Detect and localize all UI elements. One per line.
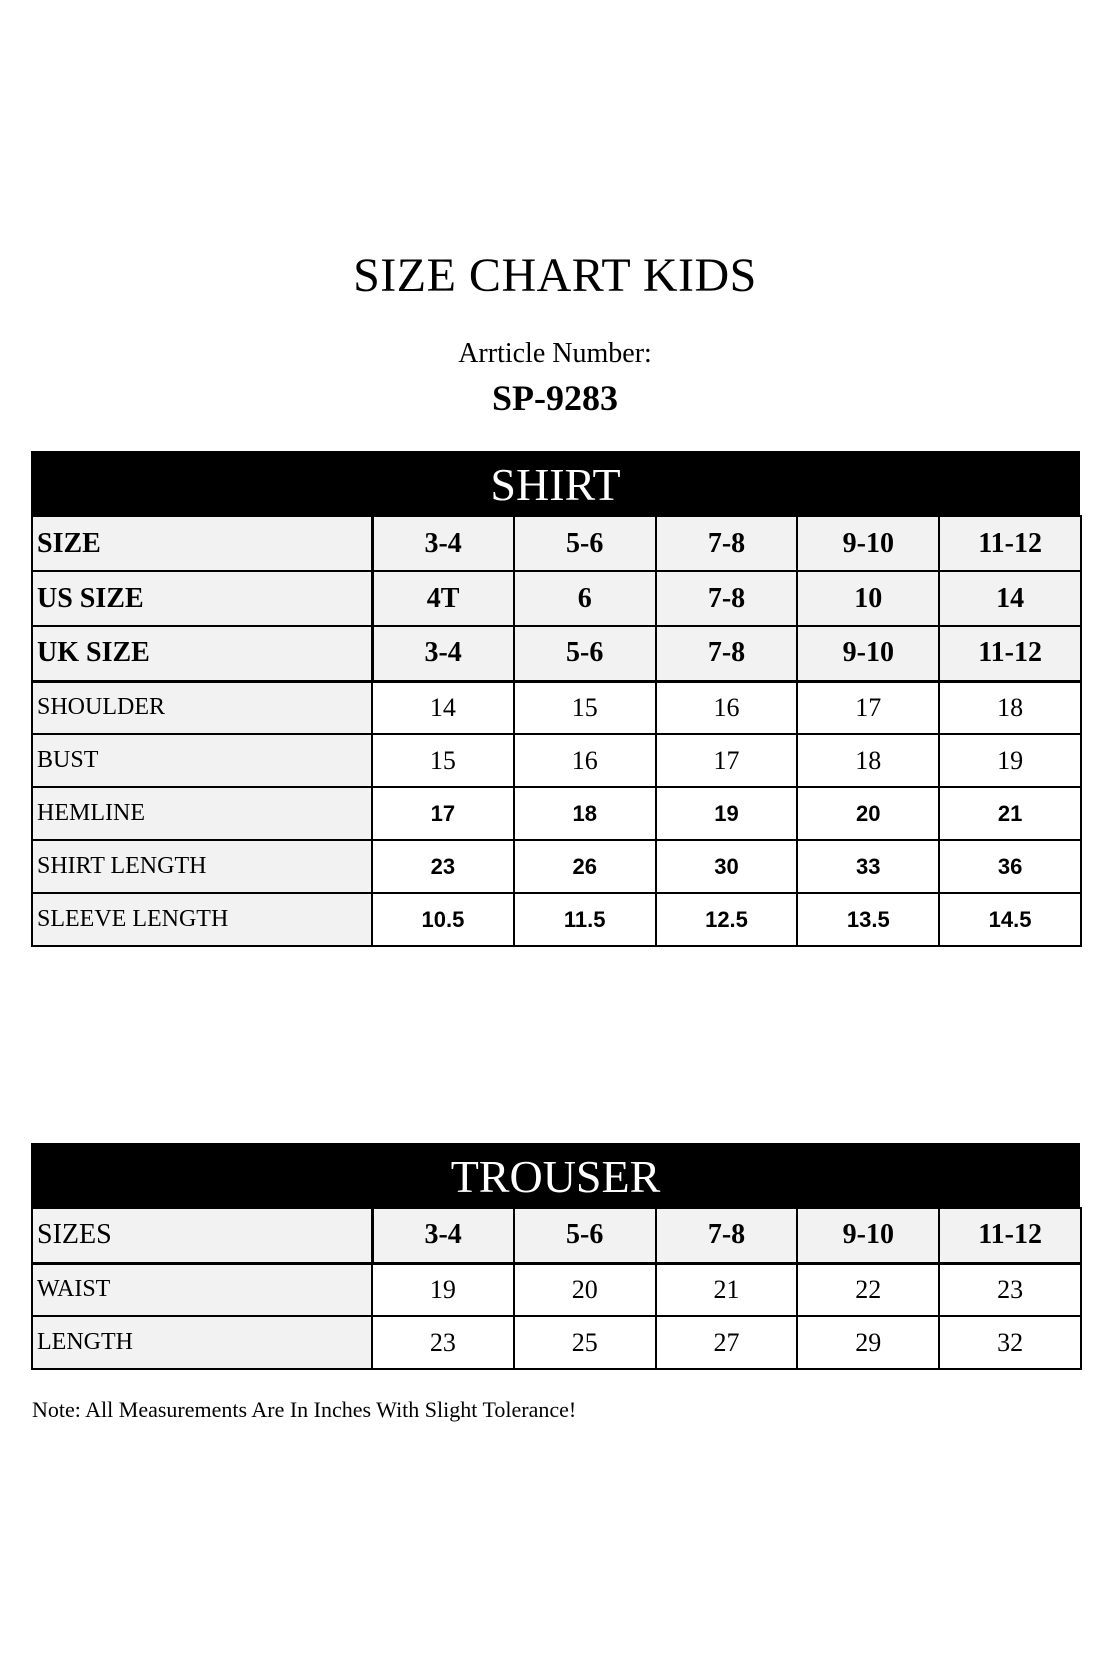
table-row	[32, 1208, 1081, 1263]
table-cell: 16	[656, 681, 798, 734]
row-label: UK SIZE	[32, 626, 372, 681]
table-cell: 26	[514, 840, 656, 893]
measurement-note: Note: All Measurements Are In Inches With Slight Tolerance!	[32, 1397, 577, 1422]
table-cell: 30	[656, 840, 798, 893]
table-cell: 7-8	[656, 516, 798, 571]
table-cell: 17	[372, 787, 514, 840]
table-cell: 3-4	[372, 1208, 514, 1263]
row-label: SHIRT LENGTH	[32, 840, 372, 893]
table-cell: 17	[797, 681, 939, 734]
row-label: SIZE	[32, 516, 372, 571]
shirt-size-table	[31, 451, 1080, 947]
table-cell: 9-10	[797, 1208, 939, 1263]
table-row	[32, 626, 1081, 681]
table-cell: 36	[939, 840, 1081, 893]
table-row	[32, 681, 1081, 734]
table-cell: 5-6	[514, 1208, 656, 1263]
table-cell: 13.5	[797, 893, 939, 946]
trouser-table	[31, 1207, 1082, 1370]
table-cell: 15	[372, 734, 514, 787]
table-cell: 7-8	[656, 626, 798, 681]
table-cell: 5-6	[514, 516, 656, 571]
trouser-heading: TROUSER	[31, 1143, 1080, 1207]
table-cell: 22	[797, 1263, 939, 1316]
table-cell: 4T	[372, 571, 514, 626]
table-cell: 14	[372, 681, 514, 734]
table-cell: 3-4	[372, 516, 514, 571]
table-row	[32, 787, 1081, 840]
table-cell: 11-12	[939, 516, 1081, 571]
table-cell: 9-10	[797, 516, 939, 571]
table-row	[32, 1316, 1081, 1369]
table-cell: 5-6	[514, 626, 656, 681]
table-row	[32, 893, 1081, 946]
row-label: SHOULDER	[32, 681, 372, 734]
table-cell: 29	[797, 1316, 939, 1369]
row-label: HEMLINE	[32, 787, 372, 840]
table-row	[32, 1263, 1081, 1316]
table-cell: 23	[372, 840, 514, 893]
table-cell: 23	[372, 1316, 514, 1369]
table-cell: 11-12	[939, 626, 1081, 681]
table-cell: 16	[514, 734, 656, 787]
table-cell: 27	[656, 1316, 798, 1369]
table-cell: 11.5	[514, 893, 656, 946]
table-cell: 23	[939, 1263, 1081, 1316]
table-row	[32, 516, 1081, 571]
table-cell: 7-8	[656, 1208, 798, 1263]
table-cell: 21	[656, 1263, 798, 1316]
table-row	[32, 840, 1081, 893]
table-cell: 3-4	[372, 626, 514, 681]
row-label: LENGTH	[32, 1316, 372, 1369]
row-label: US SIZE	[32, 571, 372, 626]
shirt-heading: SHIRT	[31, 451, 1080, 515]
table-cell: 21	[939, 787, 1081, 840]
table-cell: 10	[797, 571, 939, 626]
table-cell: 14	[939, 571, 1081, 626]
table-cell: 14.5	[939, 893, 1081, 946]
row-label: SIZES	[32, 1208, 372, 1263]
trouser-size-table	[31, 1143, 1080, 1370]
table-cell: 6	[514, 571, 656, 626]
article-number: SP-9283	[492, 378, 618, 418]
table-cell: 32	[939, 1316, 1081, 1369]
page-title: SIZE CHART KIDS	[353, 249, 757, 302]
row-label: BUST	[32, 734, 372, 787]
table-cell: 11-12	[939, 1208, 1081, 1263]
table-cell: 7-8	[656, 571, 798, 626]
table-cell: 12.5	[656, 893, 798, 946]
row-label: SLEEVE LENGTH	[32, 893, 372, 946]
article-number-label: Arrticle Number:	[458, 338, 652, 369]
table-cell: 15	[514, 681, 656, 734]
table-cell: 18	[797, 734, 939, 787]
table-cell: 10.5	[372, 893, 514, 946]
table-cell: 18	[514, 787, 656, 840]
table-cell: 19	[939, 734, 1081, 787]
table-cell: 20	[514, 1263, 656, 1316]
table-row	[32, 571, 1081, 626]
table-cell: 25	[514, 1316, 656, 1369]
table-cell: 20	[797, 787, 939, 840]
table-cell: 19	[656, 787, 798, 840]
shirt-table	[31, 515, 1082, 947]
table-cell: 33	[797, 840, 939, 893]
table-cell: 19	[372, 1263, 514, 1316]
table-cell: 9-10	[797, 626, 939, 681]
table-cell: 18	[939, 681, 1081, 734]
table-cell: 17	[656, 734, 798, 787]
row-label: WAIST	[32, 1263, 372, 1316]
table-row	[32, 734, 1081, 787]
